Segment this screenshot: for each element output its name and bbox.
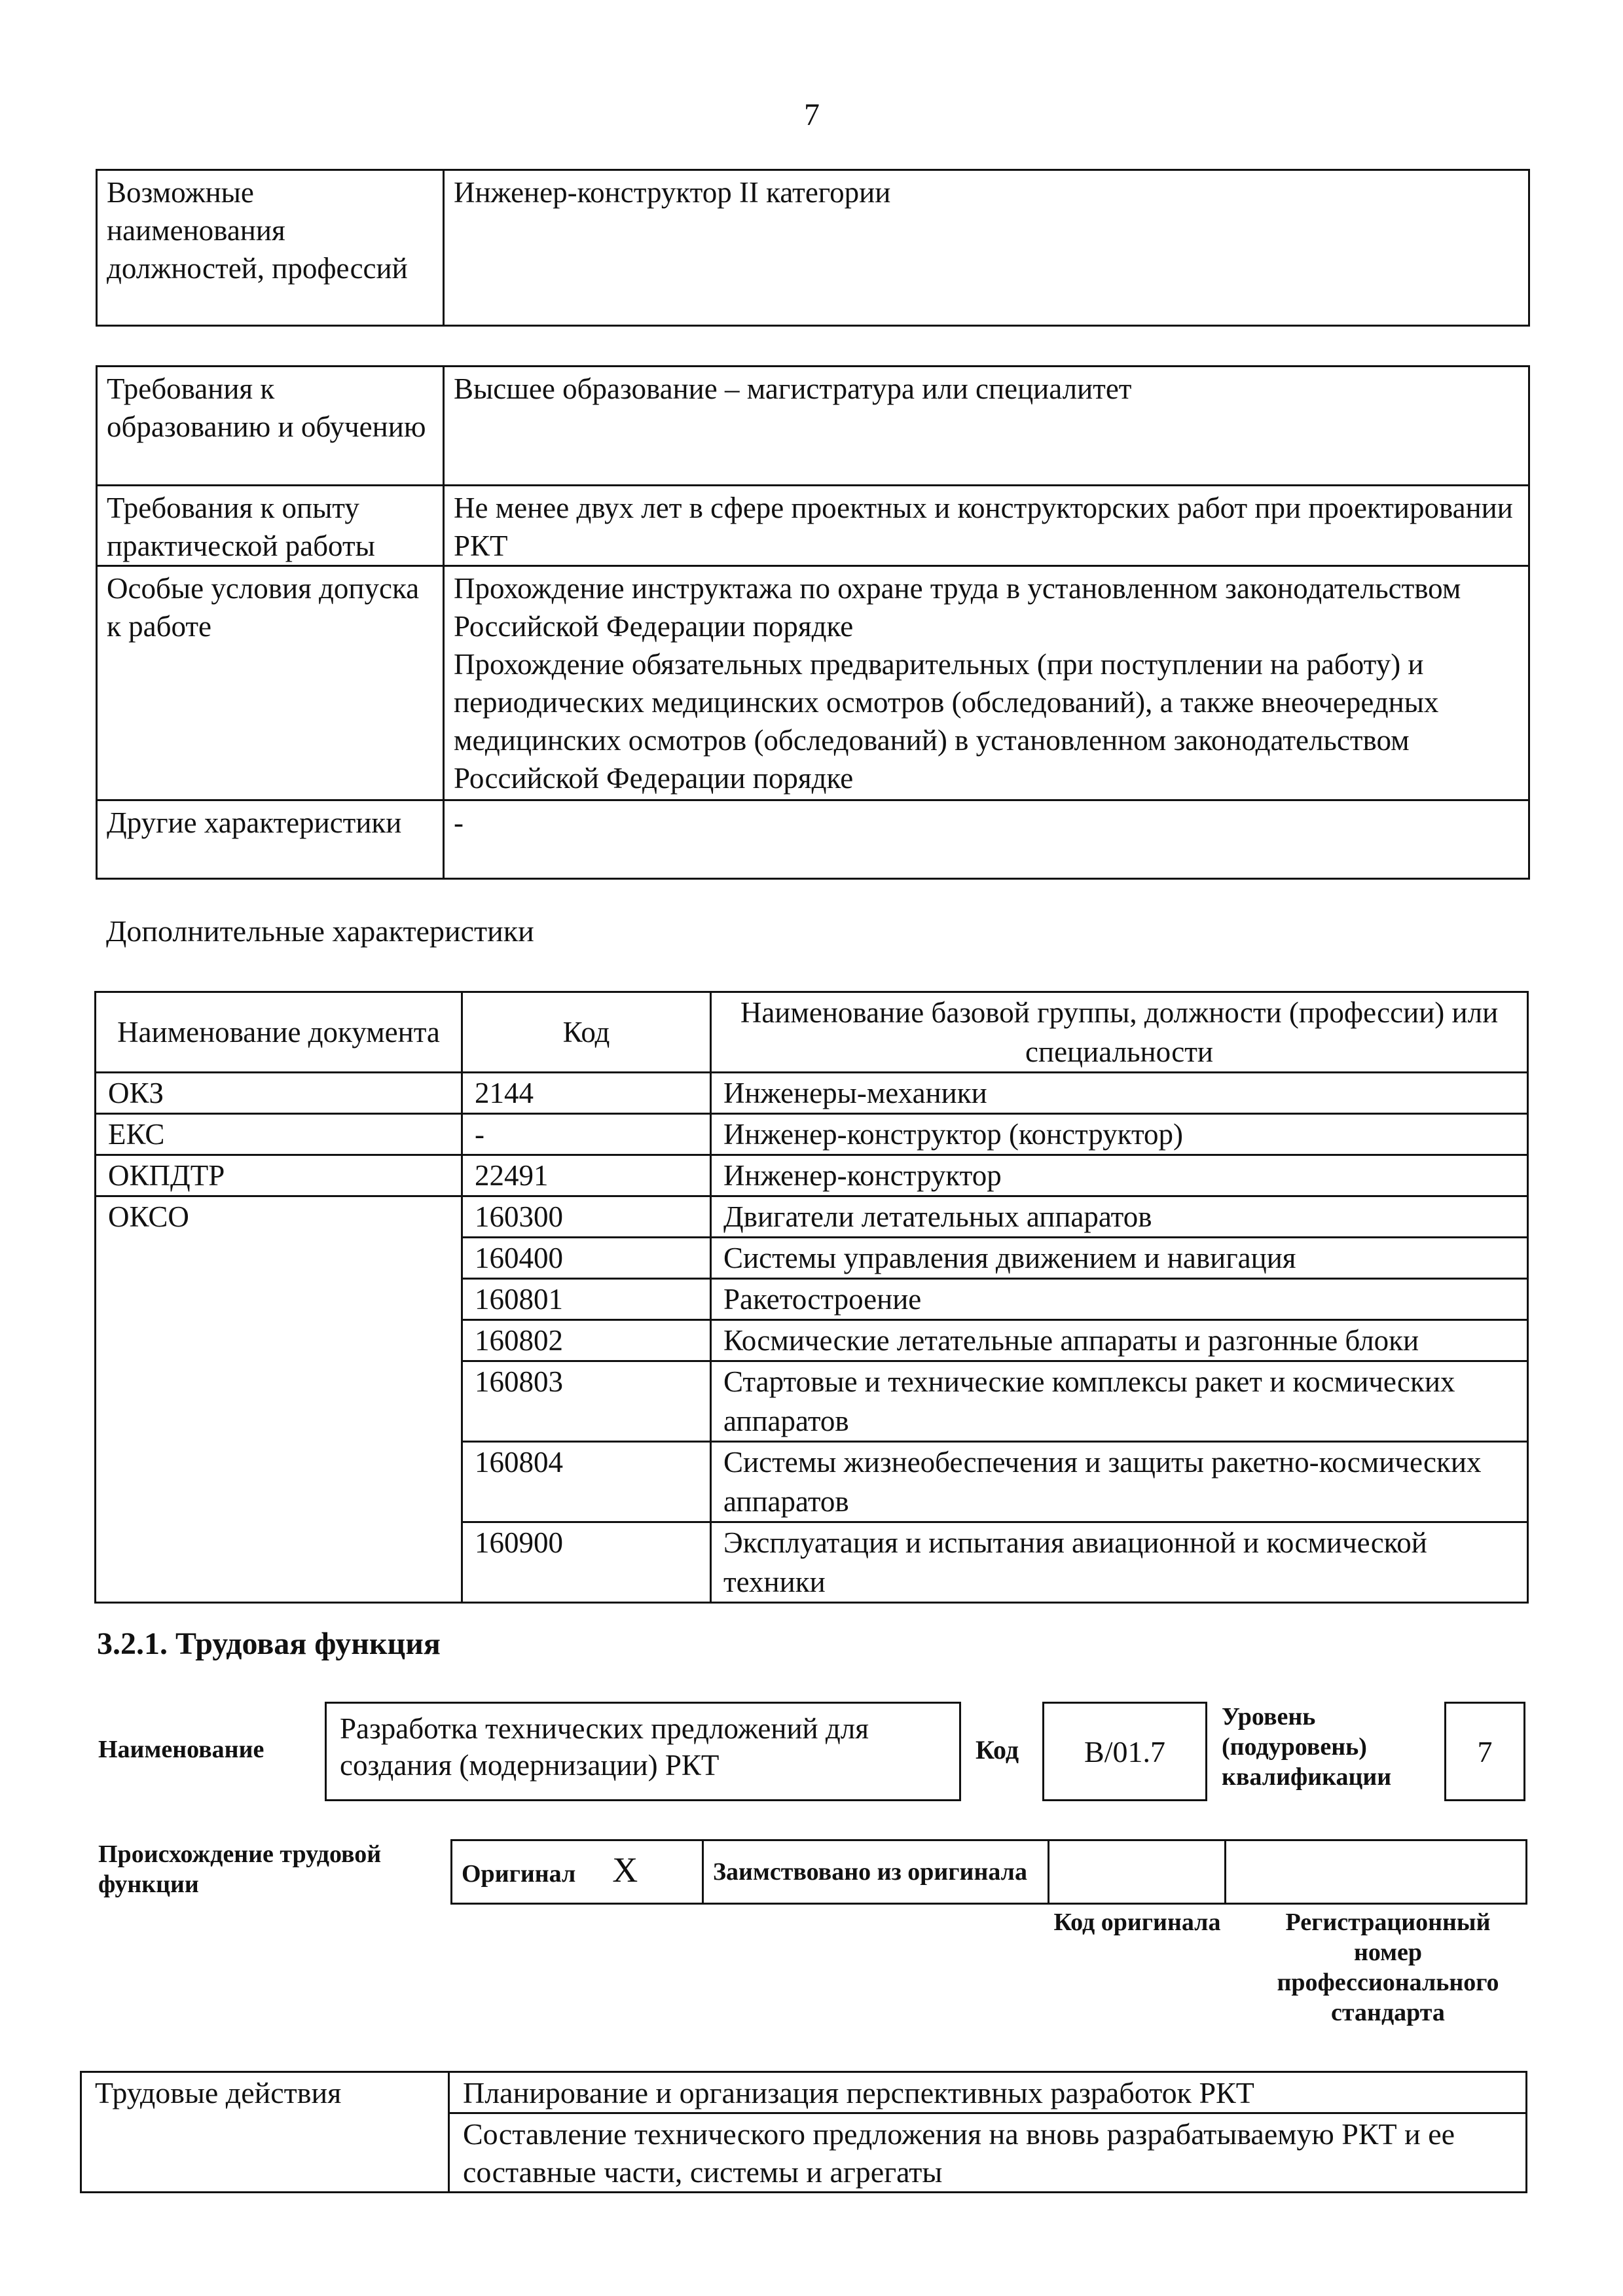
positions-value: Инженер-конструктор II категории <box>444 170 1529 326</box>
table-row <box>97 800 1529 879</box>
code-cell: - <box>462 1114 711 1155</box>
table-row <box>96 1073 1528 1114</box>
requirement-label: Другие характеристики <box>97 800 444 879</box>
function-code-label: Код <box>976 1735 1019 1765</box>
borrowed-cell: Заимствовано из оригинала <box>703 1840 1049 1904</box>
requirement-line: Прохождение инструктажа по охране труда в установленном законодательством Российской Федерации порядке <box>454 572 1461 643</box>
code-cell: 22491 <box>462 1155 711 1196</box>
name-cell: Стартовые и технические комплексы ракет и космических аппаратов <box>711 1361 1528 1442</box>
requirement-label: Требования к образованию и обучению <box>97 367 444 486</box>
additional-characteristics-table <box>94 991 1529 1604</box>
additional-characteristics-title: Дополнительные характеристики <box>106 914 534 948</box>
table-row <box>81 2072 1527 2113</box>
column-header: Наименование документа <box>96 992 462 1073</box>
origin-label: Происхождение трудовой функции <box>98 1840 382 1898</box>
table-row <box>96 1196 1528 1238</box>
column-header: Наименование базовой группы, должности (профессии) или специальности <box>711 992 1528 1073</box>
original-cell <box>452 1840 703 1904</box>
table-header-row <box>96 992 1528 1073</box>
code-cell: 160801 <box>462 1279 711 1320</box>
name-cell: Космические летательные аппараты и разгонные блоки <box>711 1320 1528 1361</box>
code-cell: 160803 <box>462 1361 711 1442</box>
origin-table <box>450 1839 1527 1905</box>
code-cell: 160400 <box>462 1238 711 1279</box>
table-row <box>97 566 1529 800</box>
registration-number-caption: Регистрационный номер профессионального стандарта <box>1277 1909 1499 2026</box>
doc-cell: ОКСО <box>96 1196 462 1603</box>
positions-table <box>96 169 1530 327</box>
original-mark: X <box>612 1850 638 1890</box>
name-cell: Ракетостроение <box>711 1279 1528 1320</box>
original-code-caption: Код оригинала <box>1053 1909 1221 1936</box>
code-cell: 160802 <box>462 1320 711 1361</box>
labor-action-item: Составление технического предложения на вновь разрабатываемую РКТ и ее составные части, системы и агрегаты <box>449 2113 1527 2193</box>
name-cell: Эксплуатация и испытания авиационной и космической техники <box>711 1522 1528 1603</box>
positions-label: Возможные наименования должностей, профессий <box>97 170 444 326</box>
table-row <box>96 1155 1528 1196</box>
table-row <box>97 486 1529 566</box>
doc-cell: ОКЗ <box>96 1073 462 1114</box>
name-cell: Инженер-конструктор (конструктор) <box>711 1114 1528 1155</box>
function-name-box: Разработка технических предложений для создания (модернизации) РКТ <box>325 1702 961 1801</box>
function-name-label: Наименование <box>98 1736 264 1763</box>
registration-number-cell <box>1226 1840 1527 1904</box>
requirement-line: Прохождение обязательных предварительных (при поступлении на работу) и периодических медицинских осмотров (обследований), а также внеочередных медицинских осмотров (обследований) в установленном законодательством Российской Федерации порядке <box>454 648 1439 795</box>
requirement-value: Высшее образование – магистратура или специалитет <box>444 367 1529 486</box>
code-cell: 160300 <box>462 1196 711 1238</box>
table-row <box>97 367 1529 486</box>
name-cell: Инженер-конструктор <box>711 1155 1528 1196</box>
labor-actions-label: Трудовые действия <box>81 2072 449 2193</box>
page-number: 7 <box>804 98 820 132</box>
name-cell: Инженеры-механики <box>711 1073 1528 1114</box>
requirement-value: Не менее двух лет в сфере проектных и конструкторских работ при проектировании РКТ <box>444 486 1529 566</box>
table-row <box>97 170 1529 326</box>
qualification-level-label: Уровень (подуровень) квалификации <box>1222 1703 1392 1791</box>
table-row <box>96 1114 1528 1155</box>
requirement-value <box>444 566 1529 800</box>
name-cell: Двигатели летательных аппаратов <box>711 1196 1528 1238</box>
doc-cell: ЕКС <box>96 1114 462 1155</box>
function-code-box <box>1042 1702 1207 1801</box>
requirement-value: - <box>444 800 1529 879</box>
requirements-table <box>96 365 1530 880</box>
name-cell: Системы управления движением и навигация <box>711 1238 1528 1279</box>
original-label: Оригинал <box>462 1860 576 1888</box>
section-title: 3.2.1. Трудовая функция <box>97 1626 441 1661</box>
table-row <box>452 1840 1527 1904</box>
requirement-label: Особые условия допуска к работе <box>97 566 444 800</box>
code-cell: 160900 <box>462 1522 711 1603</box>
name-cell: Системы жизнеобеспечения и защиты ракетно-космических аппаратов <box>711 1442 1528 1522</box>
original-code-cell <box>1049 1840 1226 1904</box>
labor-actions-table <box>80 2071 1527 2193</box>
column-header: Код <box>462 992 711 1073</box>
requirement-label: Требования к опыту практической работы <box>97 486 444 566</box>
doc-cell: ОКПДТР <box>96 1155 462 1196</box>
code-cell: 2144 <box>462 1073 711 1114</box>
code-cell: 160804 <box>462 1442 711 1522</box>
labor-action-item: Планирование и организация перспективных разработок РКТ <box>449 2072 1527 2113</box>
qualification-level-value: 7 <box>1477 1734 1493 1768</box>
function-code-value: B/01.7 <box>1084 1734 1165 1768</box>
qualification-level-box <box>1444 1702 1525 1801</box>
